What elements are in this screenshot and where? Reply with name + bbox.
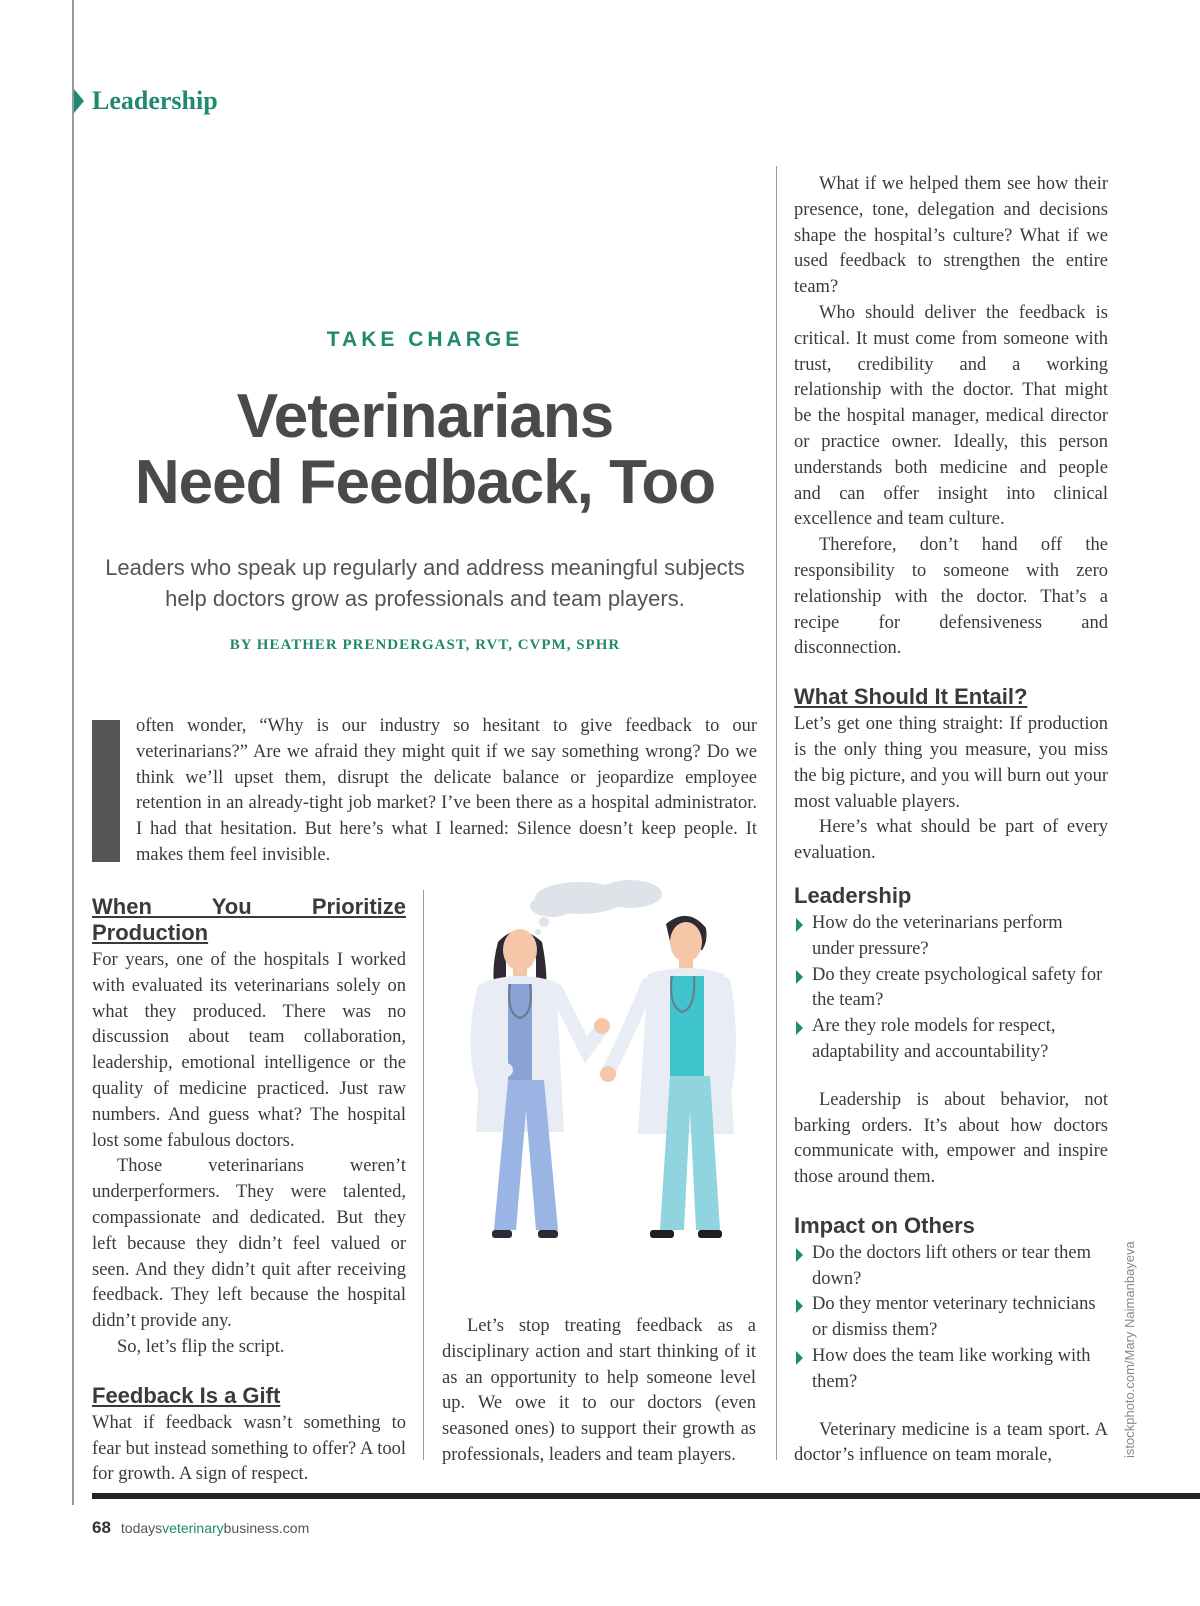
bullet-triangle-icon xyxy=(796,1248,803,1262)
subhead-prioritize-production: When You Prioritize Production xyxy=(92,894,406,945)
intro-paragraph: often wonder, “Why is our industry so hesitant to give feedback to our veterinarians?” Are we afraid they might quit if we say something wrong? Do we think we’ll upset them, disrupt the delicate balance or jeopardize employee retention in an already-tight job market? I’ve been there as a hospital administrator. I had that hesitation. But here’s what I learned: Silence doesn’t keep people. It makes them feel invisible. xyxy=(136,716,757,865)
list-item: How does the team like working with them? xyxy=(794,1344,1108,1396)
headline xyxy=(90,384,760,516)
dek-line-1: Leaders who speak up regularly and address meaningful subjects xyxy=(105,555,745,580)
kicker: TAKE CHARGE xyxy=(326,328,524,351)
subhead-feedback-gift: Feedback Is a Gift xyxy=(92,1382,281,1408)
bullet-triangle-icon xyxy=(796,1021,803,1035)
list-item: Do they create psychological safety for the team? xyxy=(794,963,1108,1015)
bullet-triangle-icon xyxy=(796,918,803,932)
col1-paragraph-4: What if feedback wasn’t something to fear but instead something to offer? A tool for growth. A sign of respect. xyxy=(92,1412,406,1485)
column-rule-1 xyxy=(423,890,424,1460)
page-number: 68 xyxy=(92,1518,111,1537)
photo-credit-text: istockphoto.com/Mary Naimanbayeva xyxy=(1122,1241,1137,1458)
section-label: Leadership xyxy=(92,86,218,115)
dek xyxy=(90,552,760,614)
col1-paragraph-1: For years, one of the hospitals I worked with evaluated its veterinarians solely on what they produced. There was no discussion about team collaboration, leadership, emotional intelligence or the quality of medicine practiced. Just raw numbers. And guess what? The hospital lost some fabulous doctors. xyxy=(92,950,406,1151)
male-doctor-figure xyxy=(600,916,734,1238)
col3-paragraph-5: Here’s what should be part of every evaluation. xyxy=(794,817,1108,864)
list-item: Do the doctors lift others or tear them down? xyxy=(794,1241,1108,1293)
footer-rule xyxy=(92,1493,1200,1499)
leadership-bullets xyxy=(794,911,1108,1066)
column-1 xyxy=(92,894,406,1488)
headline-line-1: Veterinarians xyxy=(236,382,614,451)
col3-paragraph-6: Leadership is about behavior, not barking orders. It’s about how doctors communicate with, empower and inspire those around them. xyxy=(794,1089,1108,1188)
list-item: Do they mentor veterinary technicians or dismiss them? xyxy=(794,1292,1108,1344)
bullet-triangle-icon xyxy=(796,1351,803,1365)
dek-line-2: help doctors grow as professionals and team players. xyxy=(165,586,685,611)
photo-credit xyxy=(1122,1208,1142,1458)
bullet-triangle-icon xyxy=(796,1299,803,1313)
doctors-illustration xyxy=(440,880,760,1260)
byline: BY HEATHER PRENDERGAST, RVT, CVPM, SPHR xyxy=(229,637,621,653)
drop-cap-i xyxy=(92,720,120,862)
impact-bullets xyxy=(794,1241,1108,1396)
subhead-what-should-entail: What Should It Entail? xyxy=(794,684,1028,710)
col3-paragraph-3: Therefore, don’t hand off the responsibility to someone with zero relationship with the doctor. That’s a recipe for defensiveness and disconnection. xyxy=(794,535,1108,659)
col3-paragraph-7: Veterinary medicine is a team sport. A doctor’s influence on team morale, xyxy=(794,1419,1108,1466)
subhead-leadership: Leadership xyxy=(794,882,912,908)
female-doctor-figure xyxy=(476,929,610,1238)
section-triangle-icon xyxy=(74,89,84,113)
column-rule-2 xyxy=(776,166,777,1460)
list-item: How do the veterinarians perform under pressure? xyxy=(794,911,1108,963)
col3-paragraph-2: Who should deliver the feedback is critical. It must come from someone with trust, credibility and a working relationship with the doctor. That might be the hospital manager, medical director or practice owner. Ideally, this person understands both medicine and people and can offer insight into clinical excellence and team culture. xyxy=(794,302,1108,530)
left-margin-rule xyxy=(72,0,74,1505)
subhead-impact-on-others: Impact on Others xyxy=(794,1212,975,1238)
headline-line-2: Need Feedback, Too xyxy=(134,448,716,517)
col3-paragraph-4: Let’s get one thing straight: If production is the only thing you measure, you miss the big picture, and you will burn out your most valuable players. xyxy=(794,714,1108,812)
col2-paragraph-1: Let’s stop treating feedback as a disciplinary action and start thinking of it as an opportunity to help someone level up. We owe it to our doctors (even seasoned ones) to support their growth as professionals, leaders and team players. xyxy=(442,1316,756,1465)
column-3 xyxy=(794,172,1108,1469)
column-2 xyxy=(442,1314,756,1469)
section-tag xyxy=(74,86,218,116)
col1-paragraph-2: Those veterinarians weren’t underperformers. They were talented, compassionate and dedicated. But they left because they didn’t feel valued or seen. And they didn’t quit after receiving feedback. They left because the hospital didn’t provide any. xyxy=(92,1156,406,1332)
list-item: Are they role models for respect, adaptability and accountability? xyxy=(794,1014,1108,1066)
footer xyxy=(92,1518,309,1538)
bullet-triangle-icon xyxy=(796,970,803,984)
site-url: todaysveterinarybusiness.com xyxy=(120,1520,310,1536)
col3-paragraph-1: What if we helped them see how their presence, tone, delegation and decisions shape the hospital’s culture? What if we used feedback to strengthen the entire team? xyxy=(794,174,1108,298)
col1-paragraph-3: So, let’s flip the script. xyxy=(117,1336,285,1357)
thought-bubble xyxy=(530,880,662,935)
